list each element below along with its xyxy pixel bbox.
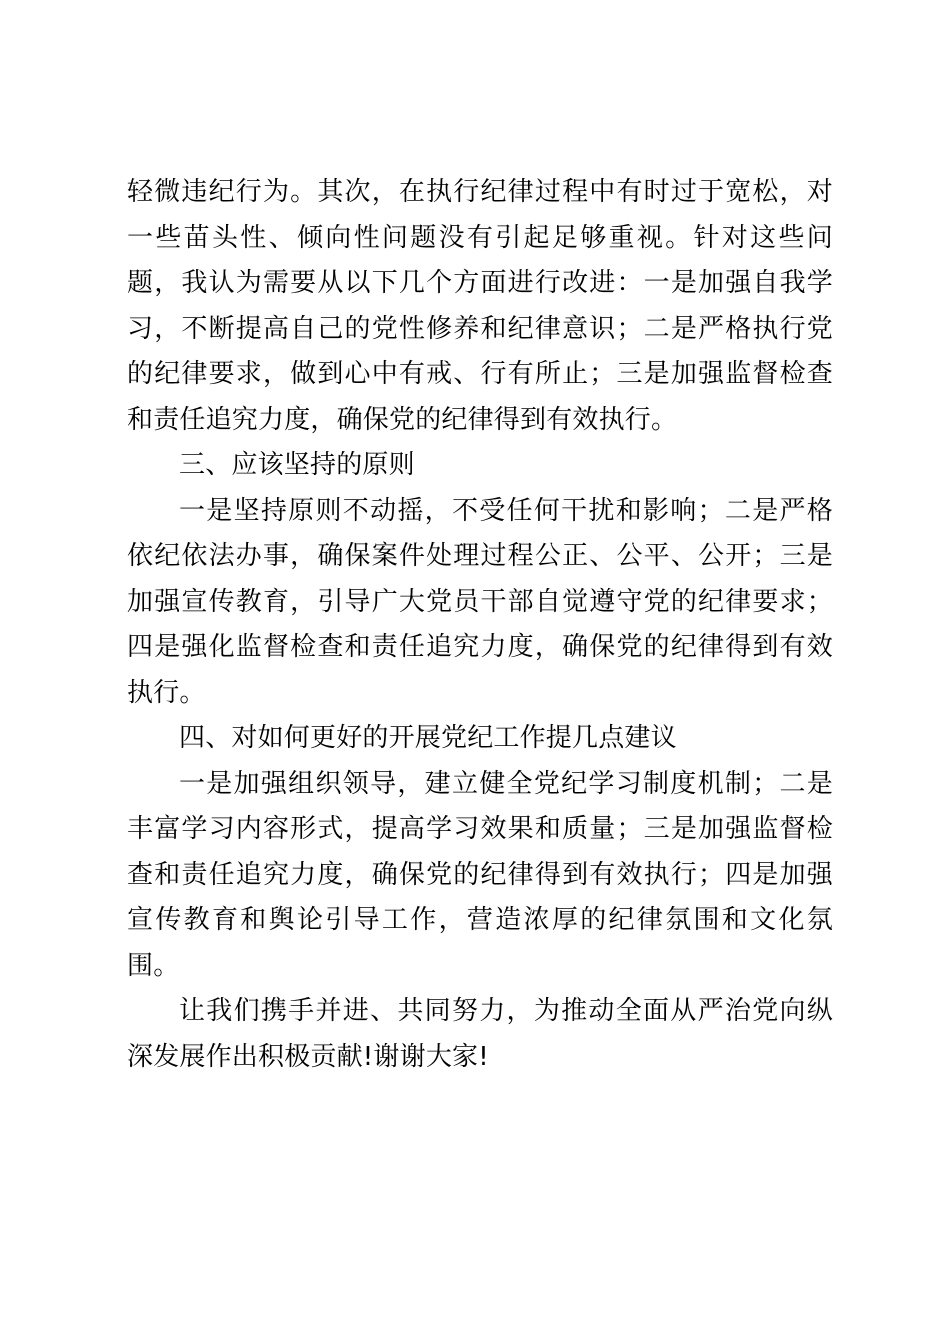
paragraph-suggestions: 一是加强组织领导，建立健全党纪学习制度机制；二是丰富学习内容形式，提高学习效果和质量；三是加强监督检查和责任追究力度，确保党的纪律得到有效执行；四是加强宣传教育和舆论引导工作，营造浓厚的纪律氛围和文化氛围。 bbox=[127, 768, 833, 981]
section-heading-suggestions: 四、对如何更好的开展党纪工作提几点建议 bbox=[179, 723, 677, 753]
section-heading-principles: 三、应该坚持的原则 bbox=[179, 450, 415, 480]
paragraph-continuation: 轻微违纪行为。其次，在执行纪律过程中有时过于宽松，对一些苗头性、倾向性问题没有引起足够重视。针对这些问题，我认为需要从以下几个方面进行改进：一是加强自我学习，不断提高自己的党性修养和纪律意识；二是严格执行党的纪律要求，做到心中有戒、行有所止；三是加强监督检查和责任追究力度，确保党的纪律得到有效执行。 bbox=[127, 177, 833, 435]
paragraph-closing: 让我们携手并进、共同努力，为推动全面从严治党向纵深发展作出积极贡献!谢谢大家! bbox=[127, 996, 833, 1072]
document-body bbox=[127, 170, 833, 1080]
paragraph-principles: 一是坚持原则不动摇，不受任何干扰和影响；二是严格依纪依法办事，确保案件处理过程公正、公平、公开；三是加强宣传教育，引导广大党员干部自觉遵守党的纪律要求；四是强化监督检查和责任追究力度，确保党的纪律得到有效执行。 bbox=[127, 495, 833, 708]
